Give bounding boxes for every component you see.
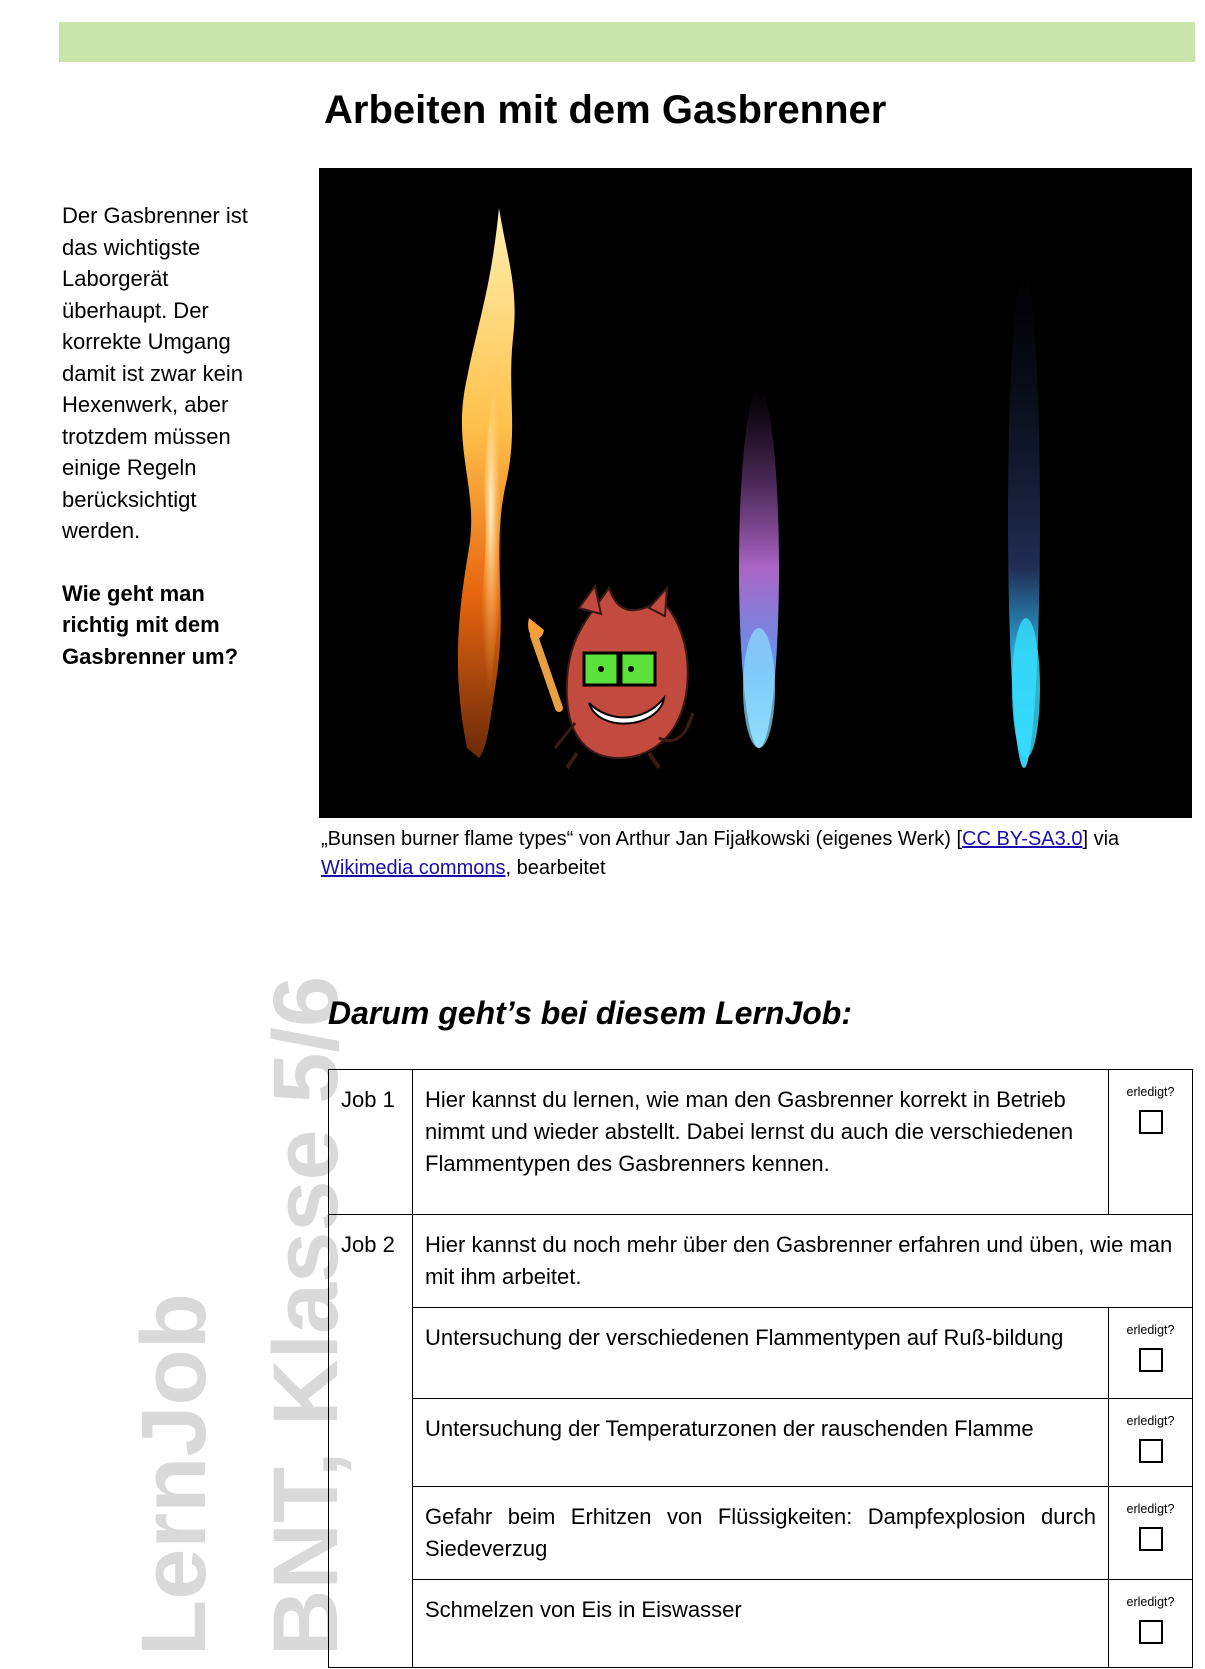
done-checkbox[interactable] [1139,1620,1163,1644]
task-item: Gefahr beim Erhitzen von Flüssigkeiten: Dampfexplosion durch Siedeverzug [413,1487,1109,1580]
done-checkbox[interactable] [1139,1348,1163,1372]
intro-text: Der Gasbrenner ist das wichtigste Laborgerät überhaupt. Der korrekte Umgang damit ist zwar kein Hexenwerk, aber trotzdem müssen einige Regeln berücksichtigt werden. [62,203,248,543]
side-label-line1: LernJob [123,1293,225,1656]
wikimedia-link[interactable]: Wikimedia commons [321,857,506,879]
done-label: erledigt? [1126,1502,1175,1516]
jobs-table [328,1069,1193,1668]
top-banner [59,22,1195,62]
task-item: Schmelzen von Eis in Eiswasser [413,1580,1109,1668]
done-label: erledigt? [1126,1595,1175,1609]
job-description: Hier kannst du lernen, wie man den Gasbrenner korrekt in Betrieb nimmt und wieder abstellt. Dabei lernst du auch die verschiedenen Flammentypen des Gasbrenners kennen. [413,1070,1109,1215]
image-caption [321,825,1201,883]
caption-text-2: ] via [1082,828,1120,850]
done-cell [1109,1399,1193,1487]
done-label: erledigt? [1126,1323,1175,1337]
done-cell [1109,1580,1193,1668]
table-row [329,1308,1193,1399]
job-id: Job 2 [329,1215,413,1668]
job-description: Hier kannst du noch mehr über den Gasbrenner erfahren und üben, wie man mit ihm arbeitet. [413,1215,1193,1308]
intro-question: Wie geht man richtig mit dem Gasbrenner um? [62,580,239,669]
task-item: Untersuchung der Temperaturzonen der rauschenden Flamme [413,1399,1109,1487]
done-checkbox[interactable] [1139,1439,1163,1463]
done-label: erledigt? [1126,1414,1175,1428]
done-cell [1109,1308,1193,1399]
table-row [329,1580,1193,1668]
table-row [329,1487,1193,1580]
done-label: erledigt? [1126,1085,1175,1099]
done-checkbox[interactable] [1139,1110,1163,1134]
task-item: Untersuchung der verschiedenen Flammentypen auf Ruß-bildung [413,1308,1109,1399]
section-heading: Darum geht’s bei diesem LernJob: [328,995,852,1031]
done-checkbox[interactable] [1139,1527,1163,1551]
done-cell [1109,1487,1193,1580]
caption-text-3: , bearbeitet [505,857,606,879]
done-cell [1109,1070,1193,1215]
table-row [329,1215,1193,1308]
page-title: Arbeiten mit dem Gasbrenner [324,88,887,132]
intro-block [62,200,277,672]
table-row [329,1070,1193,1215]
flame-photo [319,168,1192,818]
table-row [329,1399,1193,1487]
caption-text: „Bunsen burner flame types“ von Arthur Jan Fijałkowski (eigenes Werk) [ [321,828,963,850]
license-link[interactable]: CC BY-SA3.0 [962,828,1083,850]
side-label-line2: BNT, Klasse 5/6 [255,975,357,1656]
job-id: Job 1 [329,1070,413,1215]
flame-illustration [319,168,1192,818]
